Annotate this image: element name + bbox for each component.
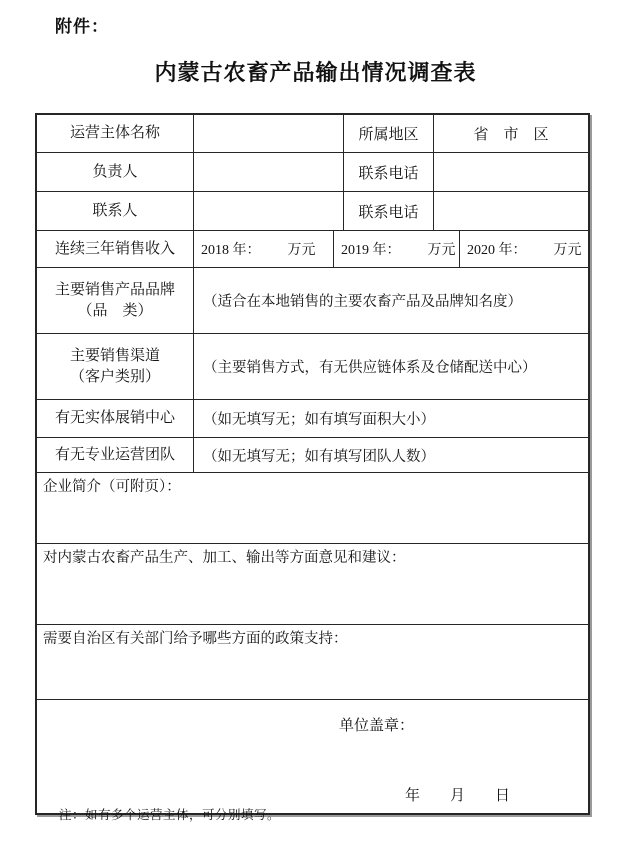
table-row: [37, 115, 588, 153]
policy-support-cell: 需要自治区有关部门给予哪些方面的政策支持：: [43, 631, 348, 647]
principal-phone-label: 联系电话: [344, 153, 434, 191]
showroom-hint-cell: （如无填写无；如有填写面积大小）: [203, 412, 435, 428]
footnote: 注：如有多个运营主体，可分别填写。: [59, 808, 281, 822]
contact-value-cell: [194, 192, 344, 230]
revenue-2020-cell: [460, 231, 588, 267]
table-row: [37, 700, 588, 813]
survey-form-table: [35, 113, 590, 815]
table-row: [37, 473, 588, 544]
table-row: [37, 153, 588, 192]
table-row: [37, 334, 588, 400]
table-row: [37, 231, 588, 268]
table-row: [37, 438, 588, 473]
date-fill-label: 年 月 日: [405, 788, 511, 804]
region-label: 所属地区: [344, 115, 434, 152]
contact-phone-label: 联系电话: [344, 192, 434, 230]
revenue-2019-year-label: 2019 年：: [341, 243, 401, 258]
page-title: 内蒙古农畜产品输出情况调查表: [154, 60, 477, 85]
team-hint-cell: （如无填写无；如有填写团队人数）: [203, 448, 435, 465]
brand-hint-cell: （适合在本地销售的主要农畜产品及品牌知名度）: [203, 294, 522, 310]
suggestions-cell: 对内蒙古农畜产品生产、加工、输出等方面意见和建议：: [43, 550, 406, 566]
revenue-2018-year-label: 2018 年：: [201, 243, 261, 258]
principal-phone-value-cell: [434, 153, 588, 191]
table-row: [37, 268, 588, 334]
contact-phone-value-cell: [434, 192, 588, 230]
channel-label-line1: 主要销售渠道: [69, 347, 160, 364]
team-label: 有无专业运营团队: [37, 438, 194, 472]
table-row: [37, 625, 588, 700]
stamp-date-cell: [37, 700, 588, 813]
operator-name-value-cell: [194, 115, 344, 152]
showroom-label: 有无实体展销中心: [37, 400, 194, 437]
unit-stamp-label: 单位盖章：: [339, 718, 415, 734]
revenue-2020-unit: 万元: [553, 243, 582, 258]
operator-name-label: 运营主体名称: [37, 115, 194, 152]
revenue-2019-cell: [334, 231, 460, 267]
company-profile-cell: 企业简介（可附页）：: [43, 479, 181, 495]
attachment-label: 附件：: [55, 17, 109, 36]
brand-label-line1: 主要销售产品品牌: [54, 281, 175, 298]
channel-hint-cell: （主要销售方式，有无供应链体系及仓储配送中心）: [203, 360, 537, 376]
principal-value-cell: [194, 153, 344, 191]
table-row: [37, 192, 588, 231]
revenue-label: 连续三年销售收入: [37, 231, 194, 267]
brand-label: [37, 268, 194, 333]
brand-label-line2: （品 类）: [77, 302, 153, 319]
revenue-2018-cell: [194, 231, 334, 267]
revenue-2020-year-label: 2020 年：: [467, 243, 527, 258]
principal-label: 负责人: [37, 153, 194, 191]
region-value-cell: 省 市 区: [473, 127, 549, 143]
revenue-2018-unit: 万元: [287, 243, 316, 258]
revenue-2019-unit: 万元: [427, 243, 456, 258]
contact-label: 联系人: [37, 192, 194, 230]
channel-label-line2: （客户类别）: [69, 368, 160, 385]
table-row: [37, 400, 588, 438]
channel-label: [37, 334, 194, 399]
table-row: [37, 544, 588, 625]
